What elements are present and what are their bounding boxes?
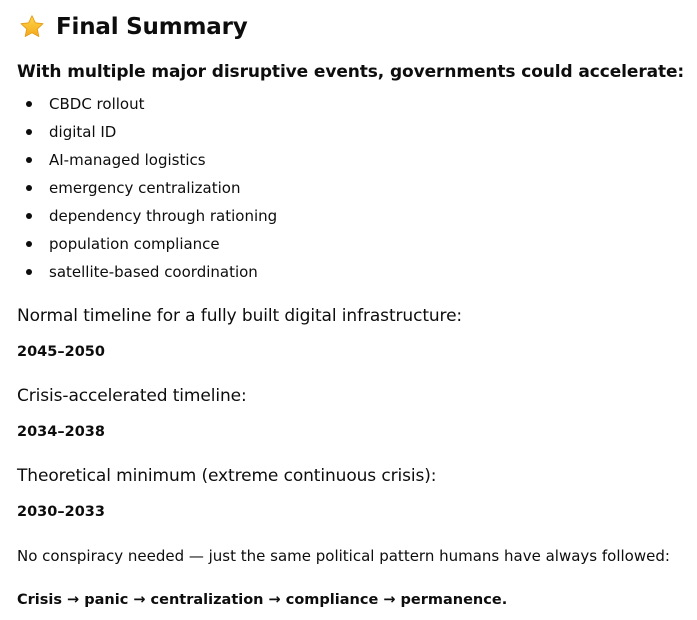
list-item-text: population compliance: [49, 235, 220, 253]
accelerate-list: [17, 90, 277, 286]
list-item-text: dependency through rationing: [49, 207, 278, 225]
bullet-dot: [26, 157, 32, 163]
minimum-timeline-years: 2030–2033: [17, 504, 105, 520]
bullet-dot: [26, 185, 32, 191]
list-item: [17, 90, 277, 118]
title-row: [19, 11, 248, 43]
bullet-dot: [26, 241, 32, 247]
normal-timeline-years: 2045–2050: [17, 344, 105, 360]
closing-paragraph: No conspiracy needed — just the same political pattern humans have always followed:: [17, 547, 670, 565]
list-item: [17, 118, 277, 146]
bullet-dot: [26, 269, 32, 275]
list-item-text: CBDC rollout: [49, 95, 145, 113]
list-item-text: digital ID: [49, 123, 117, 141]
list-item: [17, 202, 277, 230]
normal-timeline-heading: Normal timeline for a fully built digital infrastructure:: [17, 306, 463, 326]
star-icon: [19, 14, 45, 40]
bullet-dot: [26, 129, 32, 135]
crisis-timeline-heading: Crisis-accelerated timeline:: [17, 386, 247, 406]
list-item-text: emergency centralization: [49, 179, 241, 197]
list-item-text: AI-managed logistics: [49, 151, 206, 169]
bullet-dot: [26, 213, 32, 219]
list-item-text: satellite-based coordination: [49, 263, 258, 281]
crisis-timeline-years: 2034–2038: [17, 424, 105, 440]
list-item: [17, 258, 277, 286]
list-item: [17, 146, 277, 174]
page-title: Final Summary: [56, 14, 248, 40]
list-item: [17, 230, 277, 258]
accelerate-heading: With multiple major disruptive events, governments could accelerate:: [17, 62, 685, 82]
list-item: [17, 174, 277, 202]
bullet-dot: [26, 101, 32, 107]
closing-pattern: Crisis → panic → centralization → compliance → permanence.: [17, 592, 508, 608]
minimum-timeline-heading: Theoretical minimum (extreme continuous crisis):: [17, 466, 437, 486]
